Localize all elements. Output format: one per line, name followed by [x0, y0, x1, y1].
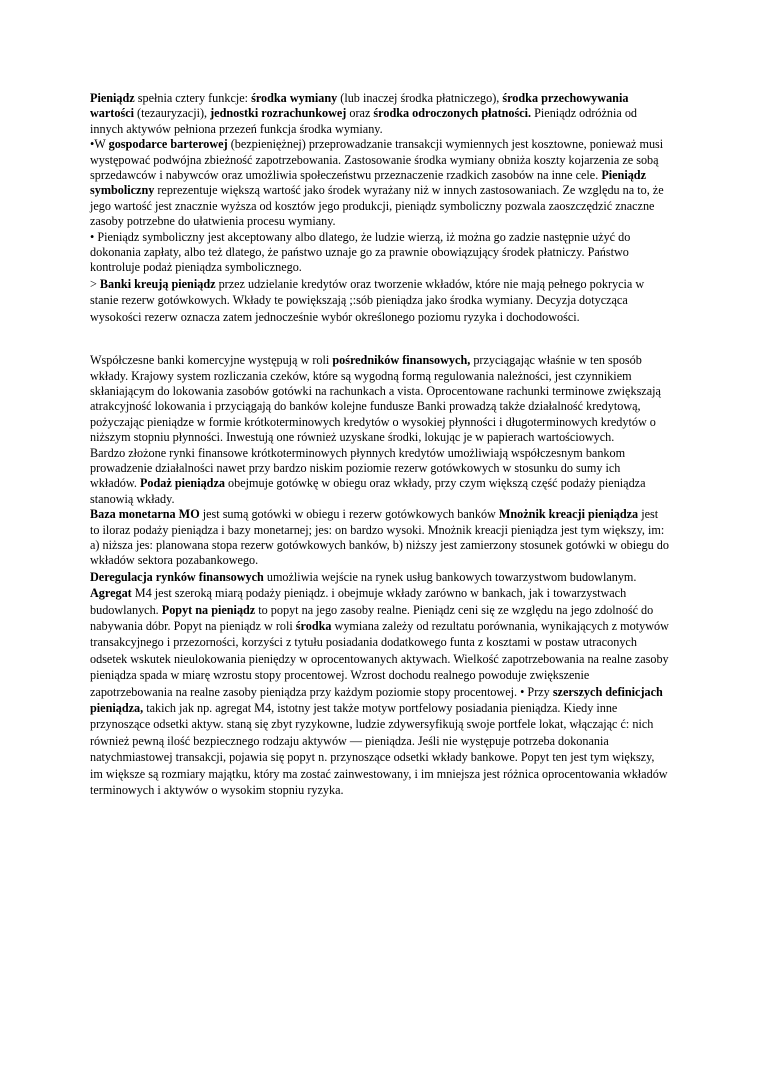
- text-run: Pieniądz odróżnia od innych aktywów pełniona przezeń funkcja środka wymiany.: [90, 106, 638, 136]
- bold-term: środka wymiany: [251, 91, 338, 105]
- bold-term: Baza monetarna MO: [90, 507, 200, 522]
- bold-term: Banki kreują pieniądz: [99, 276, 216, 291]
- paragraph-monetary-base: [90, 507, 670, 569]
- bold-term: Mnożnik kreacji pieniądza: [498, 507, 639, 522]
- document-body: [90, 91, 670, 798]
- bold-term: środka odroczonych płatności.: [373, 106, 532, 121]
- text-run: jest sumą gotówki w obiegu i rezerw gotówkowych banków: [199, 507, 499, 522]
- text-run: wymiana zależy od rezultatu porównania, wynikających z motywów transakcyjnego i przezorności, korzyści z tytułu posiadania dodatkowego funta z kosztami w postaw utraconych odsetek wskutek nieulokowania pieniędzy w oprocentowanych aktywach. Wielkość zapotrzebowania na realne zasoby pieniądza spada w miarę wzrostu stopy procentowej. Wzrost dochodu realnego powoduje zwiększenie zapotrzebowania na realne zasoby pieniądza przy każdym poziomie stopy procentowej. • Przy: [90, 619, 669, 699]
- paragraph-banks-create-money: [90, 276, 670, 325]
- text-run: przez udzielanie kredytów oraz tworzenie wkładów, które nie mają pełnego pokrycia w stanie rezerw gotówkowych. Wkłady te powiększają ;:sób pieniądza jako środka wymiany. Decyzja dotycząca wysokości rezerw oznacza zatem jednocześnie wybór określonego poziomu ryzyka i dochodowości.: [90, 276, 645, 324]
- paragraph-symbolic-money: [90, 230, 670, 276]
- bold-term: Pieniądz: [90, 91, 135, 105]
- bold-term: szerszych definicjach pieniądza,: [90, 684, 663, 716]
- text-run: takich jak np. agregat M4, istotny jest także motyw portfelowy posiadania pieniądza. Kiedy inne przynoszące odsetki aktyw. staną się zbyt ryzykowne, ludzie zdywersyfikują swoje portfele lokat, włączając ć: nich również pewną ilość bezpiecznego rodzaju aktywów — pieniądza. Jeśli nie występuje potrzeba dokonania natychmiastowej transakcji, pojawia się popyt n. przynoszące odsetki wkłady bankowe. Popyt ten jest tym większy, im większe są rozmiary majątku, który ma zostać zainwestowany, i im mniejsza jest różnica oprocentowania wkładów terminowych i aktywów o wysokim stopniu ryzyka.: [90, 701, 668, 798]
- text-run: reprezentuje większą wartość jako środek wyrażany niż w innych zastosowaniach. Ze względu na to, że jego wartość jest znacznie wyższa od kosztów jego produkcji, pieniądz symboliczny pozwala zaoszczędzić znaczne zasoby potrzebne do ułatwienia procesu wymiany.: [90, 183, 664, 229]
- paragraph-barter-economy: [90, 137, 670, 229]
- bold-term: jednostki rozrachunkowej: [210, 106, 347, 121]
- text-run: umożliwia wejście na rynek usług bankowych towarzystwom budowlanym.: [263, 569, 637, 584]
- bold-term: Deregulacja rynków finansowych: [90, 569, 264, 584]
- text-run: to popyt na jego zasoby realne. Pieniądz ceni się ze względu na jego zdolność do nabywania dóbr. Popyt na pieniądz w roli: [90, 602, 654, 633]
- text-run: >: [90, 276, 100, 291]
- paragraph-money-supply: [90, 446, 670, 508]
- bold-term: środka przechowywania wartości: [90, 91, 629, 121]
- paragraph-financial-intermediaries: [90, 353, 670, 445]
- text-run: •W: [90, 137, 109, 152]
- text-run: spełnia cztery funkcje:: [134, 91, 252, 105]
- text-run: jest to iloraz podaży pieniądza i bazy monetarnej; jes: on bardzo wysoki. Mnożnik kreacji pieniądza jest tym większy, im: a) niższa jes: planowana stopa rezerw gotówkowych banków, b) niższy jest zamierzony stosunek gotówki w obiegu do wkładów sektora pozabankowego.: [90, 507, 669, 568]
- text-run: (bezpieniężnej) przeprowadzanie transakcji wymiennych jest kosztowne, ponieważ musi występować podwójna zbieżność zapotrzebowania. Zastosowanie środka wymiany obniża koszty kojarzenia ze sobą sprzedawców i nabywców oraz umożliwia społeczeństwu przeznaczenie rzadkich zasobów na inne cele.: [90, 137, 664, 183]
- bold-term: Podaż pieniądza: [139, 476, 225, 491]
- text-run: oraz: [346, 106, 374, 121]
- text-run: (lub inaczej środka płatniczego),: [337, 91, 503, 105]
- text-run: (tezauryzacji),: [134, 106, 211, 121]
- text-run: • Pieniądz symboliczny jest akceptowany albo dlatego, że ludzie wierzą, iż można go zadzie następnie użyć do dokonania zapłaty, albo też dlatego, że państwo uznaje go za prawnie obowiązujący środek płatniczy. Państwo kontroluje podaż pieniądza symbolicznego.: [90, 229, 631, 275]
- text-run: przyciągając właśnie w ten sposób wkłady. Krajowy system rozliczania czeków, które są wygodną formą regulowania należności, jest czynnikiem skłaniającym do lokowania zasobów gotówki na rachunkach a vista. Oprocentowane rachunki terminowe zwiększają atrakcyjność lokowania i przyciągają do banków kolejne fundusze Banki prowadzą także działalność kredytową, pożyczając pieniądze w formie krótkoterminowych kredytów o wysokiej płynności i długoterminowych kredytów o niższym stopniu płynności. Inwestują one również uzyskane środki, lokując je w papierach wartościowych.: [90, 353, 661, 445]
- text-run: Współczesne banki komercyjne występują w roli: [90, 353, 333, 368]
- text-run: obejmuje gotówkę w obiegu oraz wkłady, przy czym większą część podaży pieniądza stanowią wkłady.: [90, 476, 646, 506]
- paragraph-deregulation: [90, 569, 670, 799]
- bold-term: Pieniądz symboliczny: [90, 168, 646, 198]
- paragraph-money-functions: [90, 91, 670, 137]
- text-run: M4 jest szeroką miarą podaży pieniądz. i obejmuje wkłady zarówno w bankach, jak i towarzystwach budowlanych.: [90, 586, 627, 617]
- bold-term: gospodarce barterowej: [108, 137, 228, 152]
- text-run: Bardzo złożone rynki finansowe krótkoterminowych płynnych kredytów umożliwiają współczesnym bankom prowadzenie działalności nawet przy bardzo niskim poziomie rezerw gotówkowych w stosunku do sumy ich wkładów.: [90, 445, 626, 491]
- bold-term: Popyt na pieniądz: [161, 602, 256, 617]
- bold-term: środka: [295, 619, 332, 633]
- bold-term: Agregat: [90, 586, 132, 601]
- paragraph-gap: [90, 325, 670, 353]
- bold-term: pośredników finansowych,: [332, 353, 471, 368]
